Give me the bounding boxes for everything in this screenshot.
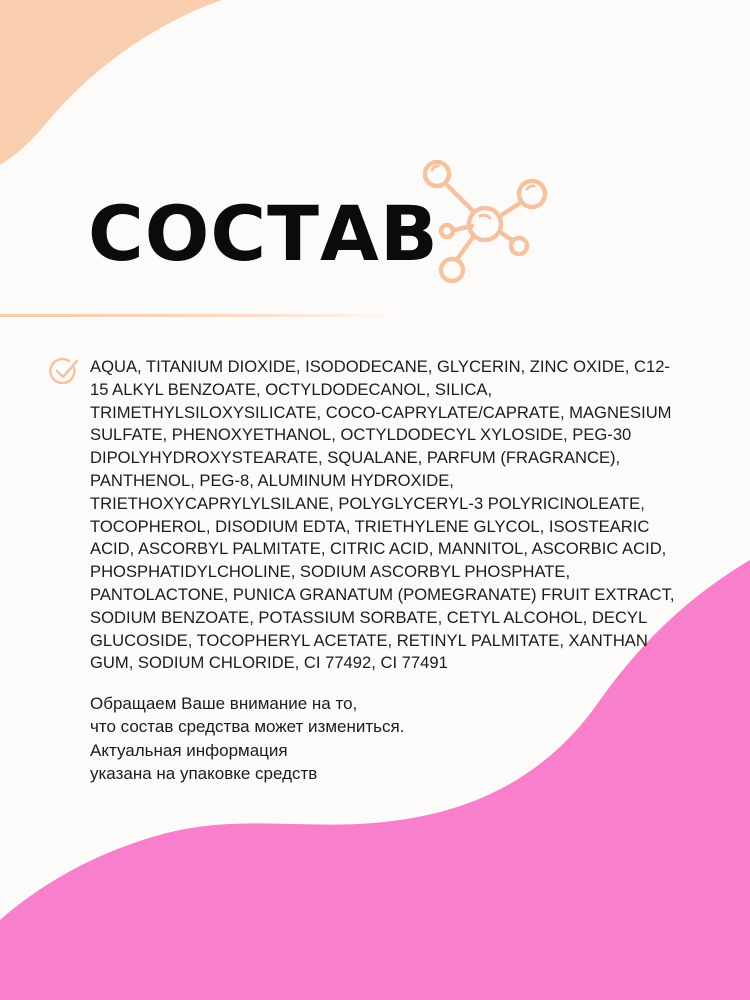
notice-line: что состав средства может измениться. (90, 717, 405, 737)
ingredients-list: AQUA, TITANIUM DIOXIDE, ISODODECANE, GLYCERIN, ZINC OXIDE, C12-15 ALKYL BENZOATE, OCTYLDODECANOL, SILICA, TRIMETHYLSILOXYSILICATE, COCO-CAPRYLATE/CAPRATE, MAGNESIUM SULFATE, PHENOXYETHANOL, OCTYLDODECYL XYLOSIDE, PEG-30 DIPOLYHYDROXYSTEARATE, SQUALANE, PARFUM (FRAGRANCE), PANTHENOL, PEG-8, ALUMINUM HYDROXIDE, TRIETHOXYCAPRYLYLSILANE, POLYGLYCERYL-3 POLYRICINOLEATE, TOCOPHEROL, DISODIUM EDTA, TRIETHYLENE GLYCOL, ISOSTEARIC ACID, ASCORBYL PALMITATE, CITRIC ACID, MANNITOL, ASCORBIC ACID, PHOSPHATIDYLCHOLINE, SODIUM ASCORBYL PHOSPHATE, PANTOLACTONE, PUNICA GRANATUM (POMEGRANATE) FRUIT EXTRACT, SODIUM BENZOATE, POTASSIUM SORBATE, CETYL ALCOHOL, DECYL GLUCOSIDE, TOCOPHERYL ACETATE, RETINYL PALMITATE, XANTHAN GUM, SODIUM CHLORIDE, CI 77492, CI 77491 (90, 357, 675, 673)
composition-notice (90, 692, 610, 785)
section-divider (0, 314, 400, 317)
molecule-icon (410, 150, 560, 290)
check-circle-icon (48, 355, 80, 387)
notice-line: Обращаем Ваше внимание на то, (90, 694, 358, 713)
peach-blob (0, 0, 222, 165)
notice-line: указана на упаковке средств (90, 763, 318, 783)
notice-line: Актуальная информация (90, 740, 288, 760)
page-title: СОСТАВ (88, 189, 439, 278)
